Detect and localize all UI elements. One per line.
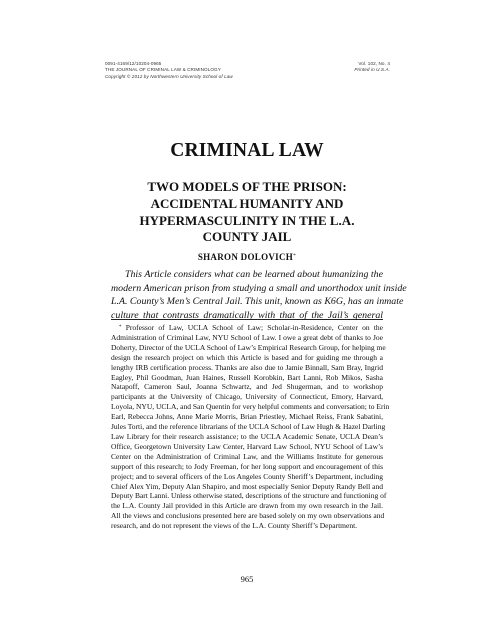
article-title: [120, 179, 374, 246]
footnote-line: Eagley, Phil Goodman, Juan Haines, Russell Korobkin, Bart Lanni, Rob Mikos, Sasha: [111, 372, 383, 382]
footnote-line: Deputy Bart Lanni. Unless otherwise stated, descriptions of the structure and functioning of: [111, 491, 387, 501]
abstract-line: modern American prison from studying a small and unorthodox unit inside: [111, 282, 407, 294]
author-byline: [0, 252, 494, 262]
footnote-line: lengthy IRB certification process. Thanks are also due to Jamie Binnall, Sam Bray, Ingrid: [111, 362, 383, 372]
author-footnote-mark: *: [293, 253, 297, 259]
journal-section-title: CRIMINAL LAW: [170, 140, 324, 161]
header-printed: Printed in U.S.A.: [354, 67, 390, 73]
footnote-line: Law Library for their research assistance; to the UCLA Academic Senate, UCLA Dean’s: [111, 431, 383, 441]
article-title-line: TWO MODELS OF THE PRISON:: [147, 179, 347, 194]
header-journal-name: THE JOURNAL OF CRIMINAL LAW & CRIMINOLOGY: [105, 67, 221, 73]
header-volume: Vol. 102, No. 4: [358, 61, 390, 66]
author-name: SHARON DOLOVICH: [197, 252, 294, 262]
article-title-line: COUNTY JAIL: [202, 229, 292, 245]
header-left: [105, 61, 325, 80]
footnote-mark: *: [119, 325, 122, 330]
footnote-line: project; and to several officers of the Los Angeles County Sheriff’s Department, including: [111, 471, 383, 481]
footnote-line: support of this research; to Jody Freeman, for her long support and encouragement of this: [111, 461, 383, 471]
abstract-line: L.A. County’s Men’s Central Jail. This unit, known as K6G, has an inmate: [111, 296, 404, 308]
abstract-line: This Article considers what can be learned about humanizing the: [125, 269, 383, 280]
page-number: 965: [240, 574, 254, 584]
footnote-line: Loyola, NYU, UCLA, and San Quentin for very helpful comments and conversation; to Erin: [111, 402, 390, 412]
footnote-line: research, and do not represent the views of the L.A. County Sheriff’s Department.: [111, 521, 358, 531]
header-issn: 0091-4169/12/10204-0965: [105, 61, 162, 66]
footnote-line: Center on the Administration of Criminal Law, and the Williams Institute for generous: [111, 451, 383, 461]
footnote-line: Earl, Rebecca Johns, Anne Marie Morris, Brian Priestley, Michael Reiss, Frank Sabatini,: [111, 412, 383, 422]
footnote-line: Administration of Criminal Law, NYU School of Law. I owe a great debt of thanks to Joe: [111, 332, 383, 342]
footnote-line: design the research project on which this Article is based and for guiding me through a: [111, 352, 383, 362]
footnote-divider: [111, 319, 383, 320]
footnote-line-text: Professor of Law, UCLA School of Law; Scholar-in-Residence, Center on the: [125, 323, 384, 332]
footnote-line: Natapoff, Cameron Saul, Joanna Schwartz, and Jed Shugerman, and to workshop: [111, 382, 383, 392]
header-copyright: Copyright © 2012 by Northwestern University School of Law: [105, 73, 233, 79]
abstract: [111, 268, 407, 322]
footnote-line: Chief Alex Yim, Deputy Alan Shapiro, and most especially Senior Deputy Randy Bell and: [111, 481, 383, 491]
article-title-line: ACCIDENTAL HUMANITY AND: [150, 195, 344, 211]
footnote-line: the L.A. County Jail provided in this Article are drawn from my own research in the Jail.: [111, 501, 383, 511]
footnote-line: [111, 323, 383, 333]
abstract-line: culture that contrasts dramatically with that of the Jail’s general: [111, 309, 383, 321]
footnote-line: All the views and conclusions presented here are based solely on my own observations and: [111, 511, 385, 521]
footnote-line: Doherty, Director of the UCLA School of Law’s Empirical Research Group, for helping me: [111, 342, 386, 352]
header-right: [310, 61, 390, 74]
footnote-line: participants at the University of Chicago, University of Connecticut, Emory, Harvard,: [111, 392, 383, 402]
footnote: [111, 323, 390, 531]
footnote-line: Jules Torti, and the reference librarians of the UCLA School of Law Hugh & Hazel Darling: [111, 422, 386, 432]
article-title-line: HYPERMASCULINITY IN THE L.A.: [139, 212, 355, 228]
footnote-line: Office, Georgetown University Law Center, Harvard Law School, NYU School of Law’s: [111, 441, 383, 451]
